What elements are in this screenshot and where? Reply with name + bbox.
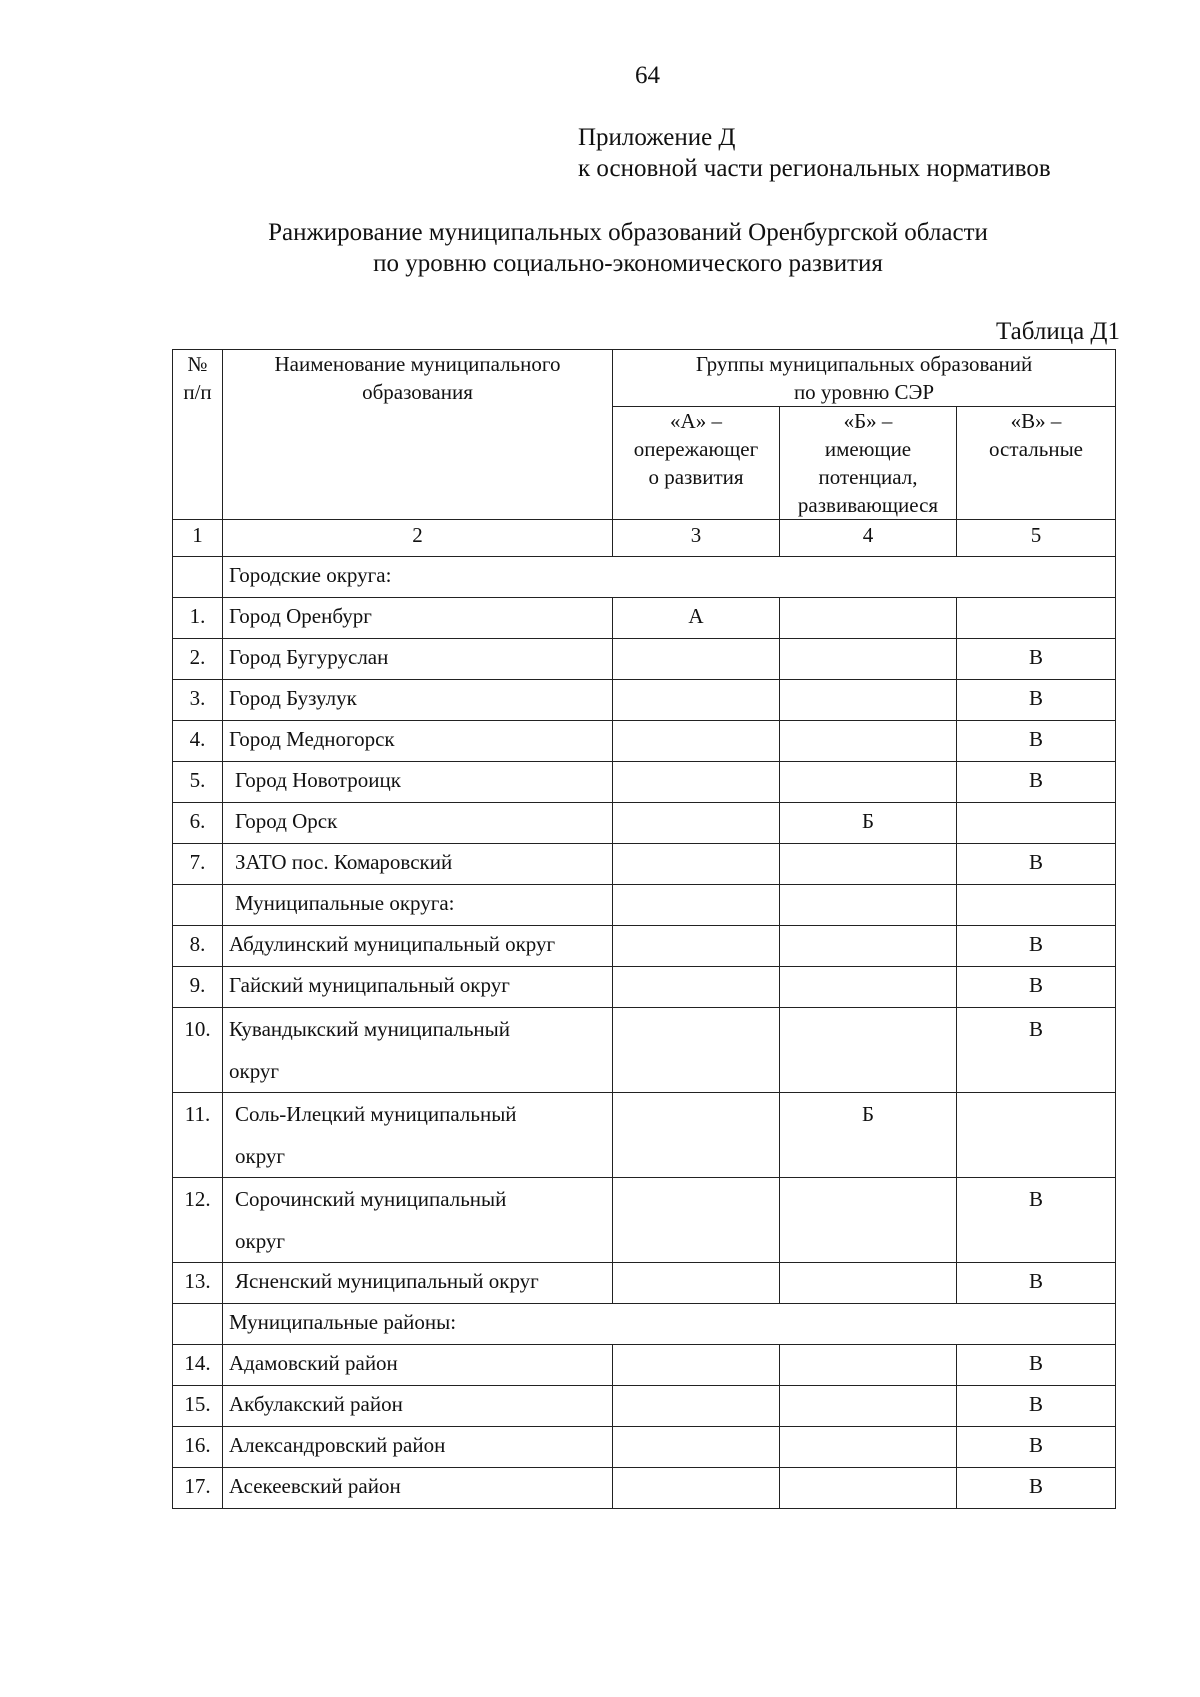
row-group-b (780, 926, 957, 967)
row-group-a (613, 844, 780, 885)
row-number: 5. (173, 762, 223, 803)
row-group-a (613, 1178, 780, 1263)
table-row (173, 680, 1116, 721)
header-a-line-2: опережающег (633, 437, 759, 461)
row-group-a (613, 1345, 780, 1386)
row-name: Город Орск (223, 803, 613, 844)
header-group-a (613, 407, 780, 520)
section-label: Муниципальные районы: (223, 1304, 1116, 1345)
row-group-a (613, 762, 780, 803)
row-number: 8. (173, 926, 223, 967)
appendix-line-1: Приложение Д (578, 124, 736, 151)
header-number (173, 350, 223, 520)
row-group-b (780, 1427, 957, 1468)
section-row (173, 557, 1116, 598)
row-name: Ясненский муниципальный округ (223, 1263, 613, 1304)
row-group-a (613, 803, 780, 844)
column-number: 2 (223, 520, 613, 557)
row-number: 2. (173, 639, 223, 680)
row-number: 10. (173, 1008, 223, 1093)
table-label: Таблица Д1 (996, 318, 1120, 345)
row-number: 6. (173, 803, 223, 844)
row-group-v: В (957, 1468, 1116, 1509)
row-group-a (613, 680, 780, 721)
section-row (173, 1304, 1116, 1345)
row-number: 15. (173, 1386, 223, 1427)
row-group-v: В (957, 639, 1116, 680)
row-name: Александровский район (223, 1427, 613, 1468)
appendix-line-2: к основной части региональных нормативов (578, 155, 1051, 182)
table-row (173, 762, 1116, 803)
section-row (173, 885, 1116, 926)
header-number-line-2: п/п (183, 380, 212, 404)
row-group-b (780, 639, 957, 680)
header-group-v (957, 407, 1116, 520)
row-name: Город Новотроицк (223, 762, 613, 803)
row-group-v: В (957, 762, 1116, 803)
row-group-v: В (957, 1345, 1116, 1386)
header-name-line-2: образования (362, 380, 473, 404)
row-name: Город Оренбург (223, 598, 613, 639)
header-v-line-2: остальные (989, 437, 1084, 461)
table-row (173, 926, 1116, 967)
column-numbers-row (173, 520, 1116, 557)
title-line-1: Ранжирование муниципальных образований Оренбургской области (268, 219, 988, 246)
appendix-caption (578, 122, 1051, 184)
title-line-2: по уровню социально-экономического развития (373, 250, 883, 277)
header-b-line-1: «Б» – (843, 409, 893, 433)
header-number-line-1: № (187, 352, 208, 376)
header-groups-line-2: по уровню СЭР (793, 380, 935, 404)
document-title (158, 217, 1098, 279)
row-group-v: В (957, 721, 1116, 762)
row-number: 3. (173, 680, 223, 721)
header-name (223, 350, 613, 520)
row-number: 4. (173, 721, 223, 762)
row-name (223, 1178, 613, 1263)
header-a-line-1: «А» – (670, 409, 722, 433)
row-group-a (613, 1386, 780, 1427)
row-group-b: Б (780, 1093, 957, 1178)
header-b-line-4: развивающиеся (797, 493, 939, 517)
row-group-b (780, 1178, 957, 1263)
row-number: 14. (173, 1345, 223, 1386)
row-name: Адамовский район (223, 1345, 613, 1386)
section-empty-cell (780, 885, 957, 926)
column-number: 5 (957, 520, 1116, 557)
row-number: 1. (173, 598, 223, 639)
row-name (223, 1008, 613, 1093)
header-groups-line-1: Группы муниципальных образований (695, 352, 1033, 376)
row-group-v (957, 1093, 1116, 1178)
row-group-a: А (613, 598, 780, 639)
row-name: Гайский муниципальный округ (223, 967, 613, 1008)
table-row (173, 1427, 1116, 1468)
row-group-b (780, 680, 957, 721)
table-row (173, 967, 1116, 1008)
header-v-line-1: «В» – (1010, 409, 1062, 433)
row-group-v (957, 803, 1116, 844)
row-group-v: В (957, 844, 1116, 885)
section-empty-cell (173, 885, 223, 926)
row-number: 9. (173, 967, 223, 1008)
header-group-b (780, 407, 957, 520)
section-empty-cell (173, 557, 223, 598)
column-number: 1 (173, 520, 223, 557)
row-name-line-1: Сорочинский муниципальный (235, 1187, 507, 1211)
table-row (173, 1008, 1116, 1093)
row-group-b (780, 598, 957, 639)
row-group-b: Б (780, 803, 957, 844)
row-group-v: В (957, 1178, 1116, 1263)
section-label: Городские округа: (223, 557, 1116, 598)
row-group-a (613, 967, 780, 1008)
section-label: Муниципальные округа: (223, 885, 613, 926)
row-group-v: В (957, 1386, 1116, 1427)
row-name (223, 1093, 613, 1178)
row-group-b (780, 844, 957, 885)
table-row (173, 1263, 1116, 1304)
column-number: 3 (613, 520, 780, 557)
row-group-b (780, 1386, 957, 1427)
row-name: Асекеевский район (223, 1468, 613, 1509)
row-group-b (780, 721, 957, 762)
column-number: 4 (780, 520, 957, 557)
row-number: 17. (173, 1468, 223, 1509)
header-name-line-1: Наименование муниципального (274, 352, 561, 376)
row-group-b (780, 1468, 957, 1509)
header-b-line-3: потенциал, (818, 465, 918, 489)
row-number: 16. (173, 1427, 223, 1468)
row-number: 11. (173, 1093, 223, 1178)
row-group-b (780, 1345, 957, 1386)
row-number: 13. (173, 1263, 223, 1304)
row-group-v: В (957, 680, 1116, 721)
table-row (173, 844, 1116, 885)
table-row (173, 1093, 1116, 1178)
table-row (173, 721, 1116, 762)
table-row (173, 1386, 1116, 1427)
table-row (173, 803, 1116, 844)
row-group-b (780, 967, 957, 1008)
row-group-b (780, 1008, 957, 1093)
ranking-table (172, 349, 1116, 1509)
row-name: Город Медногорск (223, 721, 613, 762)
row-group-v (957, 598, 1116, 639)
row-name: ЗАТО пос. Комаровский (223, 844, 613, 885)
row-name-line-2: округ (229, 1059, 280, 1083)
row-group-a (613, 1263, 780, 1304)
row-group-v: В (957, 1008, 1116, 1093)
row-name-line-2: округ (235, 1229, 286, 1253)
row-name: Город Бугуруслан (223, 639, 613, 680)
row-group-v: В (957, 1427, 1116, 1468)
row-number: 12. (173, 1178, 223, 1263)
table-row (173, 1345, 1116, 1386)
header-b-line-2: имеющие (824, 437, 912, 461)
row-group-v: В (957, 967, 1116, 1008)
section-empty-cell (957, 885, 1116, 926)
table-row (173, 598, 1116, 639)
table-row (173, 1468, 1116, 1509)
section-empty-cell (173, 1304, 223, 1345)
row-group-a (613, 1093, 780, 1178)
row-name: Город Бузулук (223, 680, 613, 721)
row-group-b (780, 762, 957, 803)
row-name-line-1: Соль-Илецкий муниципальный (235, 1102, 517, 1126)
row-name: Абдулинский муниципальный округ (223, 926, 613, 967)
row-name-line-1: Кувандыкский муниципальный (229, 1017, 510, 1041)
row-number: 7. (173, 844, 223, 885)
row-group-a (613, 721, 780, 762)
table-row (173, 1178, 1116, 1263)
table-header-row (173, 350, 1116, 407)
header-groups (613, 350, 1116, 407)
row-group-a (613, 1468, 780, 1509)
row-name-line-2: округ (235, 1144, 286, 1168)
row-group-a (613, 1427, 780, 1468)
row-group-b (780, 1263, 957, 1304)
row-group-v: В (957, 1263, 1116, 1304)
row-group-a (613, 639, 780, 680)
section-empty-cell (613, 885, 780, 926)
row-group-v: В (957, 926, 1116, 967)
row-group-a (613, 926, 780, 967)
row-group-a (613, 1008, 780, 1093)
page-number: 64 (635, 62, 660, 89)
header-a-line-3: о развития (648, 465, 744, 489)
table-row (173, 639, 1116, 680)
row-name: Акбулакский район (223, 1386, 613, 1427)
